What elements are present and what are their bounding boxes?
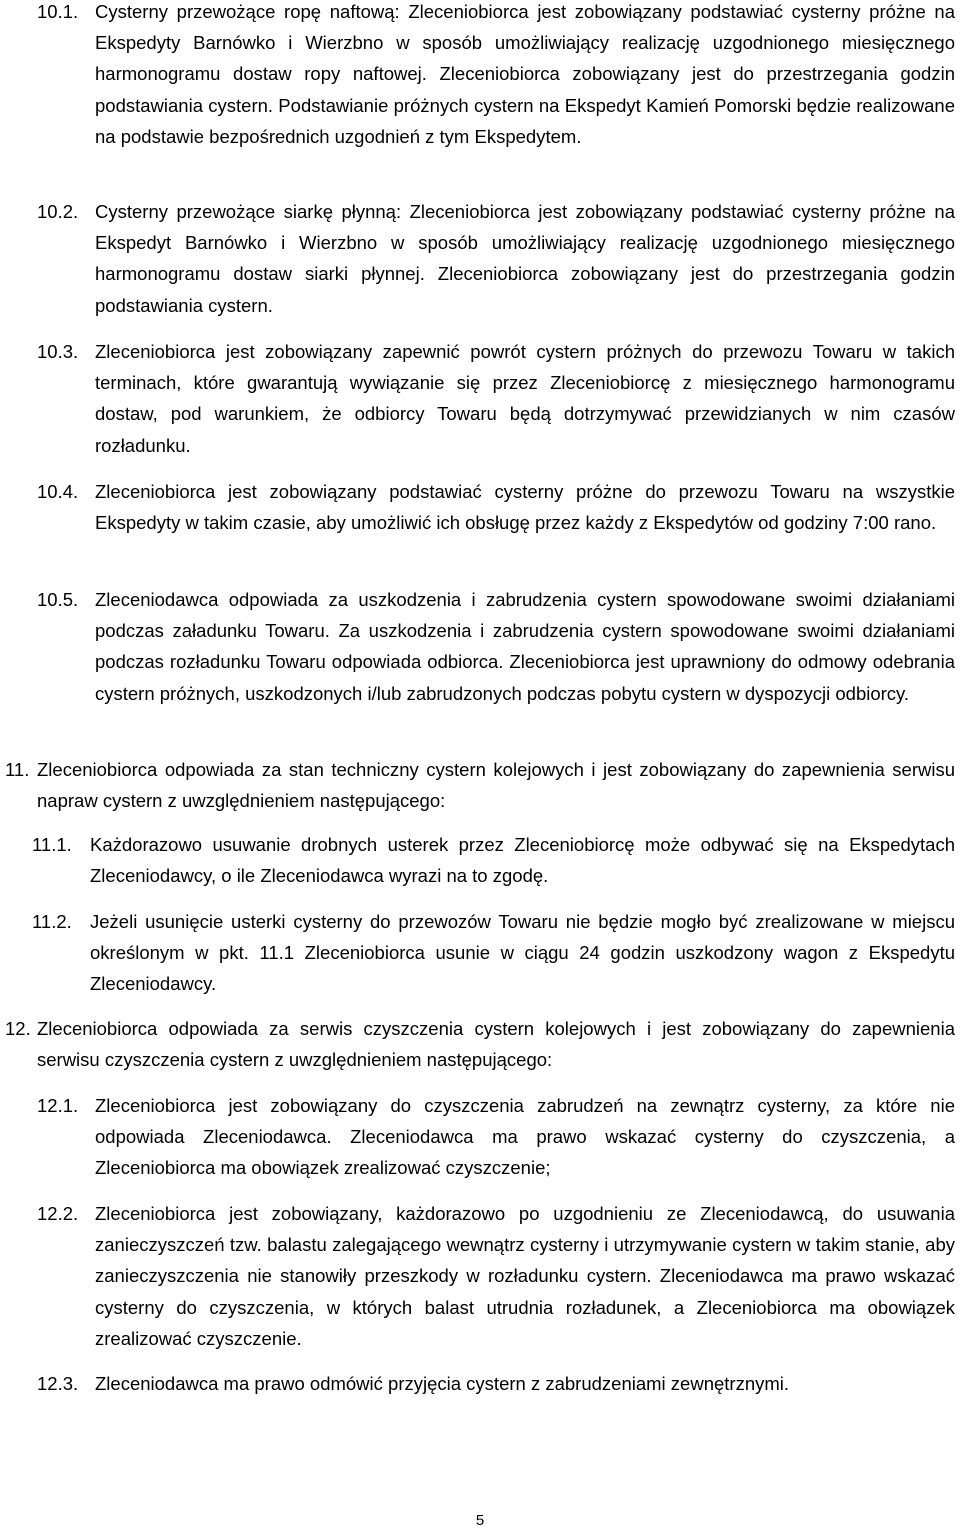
section-number: 12.1. [37, 1095, 79, 1116]
section-number: 10.3. [37, 341, 79, 362]
section-text: Cysterny przewożące ropę naftową: Zleceniobiorca jest zobowiązany podstawiać cysterny próżne na Ekspedyty Barnówko i Wierzbno w sposób umożliwiający realizację uzgodnionego miesięcznego harmonogramu dostaw ropy naftowej. Zleceniobiorca zobowiązany jest do przestrzegania godzin podstawiania cystern. Podstawianie próżnych cystern na Ekspedyt Kamień Pomorski będzie realizowane na podstawie bezpośrednich uzgodnień z tym Ekspedytem. [95, 1, 955, 147]
section-number: 10.4. [37, 481, 79, 502]
section-10-1 [37, 0, 955, 152]
section-text: Zleceniobiorca odpowiada za serwis czyszczenia cystern kolejowych i jest zobowiązany do zapewnienia serwisu czyszczenia cystern z uwzględnieniem następującego: [37, 1018, 955, 1071]
section-number: 11.2. [32, 911, 72, 932]
section-text: Zleceniodawca odpowiada za uszkodzenia i zabrudzenia cystern spowodowane swoimi działaniami podczas załadunku Towaru. Za uszkodzenia i zabrudzenia cystern spowodowane swoimi działaniami podczas rozładunku Towaru odpowiada odbiorca. Zleceniobiorca jest uprawniony do odmowy odebrania cystern próżnych, uszkodzonych i/lub zabrudzonych podczas pobytu cystern w dyspozycji odbiorcy. [95, 589, 955, 704]
section-text: Zleceniobiorca jest zobowiązany zapewnić powrót cystern próżnych do przewozu Towaru w takich terminach, które gwarantują wywiązanie się przez Zleceniobiorcę z miesięcznego harmonogramu dostaw, pod warunkiem, że odbiorcy Towaru będą dotrzymywać przewidzianych w nim czasów rozładunku. [95, 341, 955, 456]
section-number: 10.2. [37, 201, 79, 222]
section-number: 12.3. [37, 1373, 79, 1394]
section-12 [5, 1013, 955, 1075]
section-text: Zleceniodawca ma prawo odmówić przyjęcia cystern z zabrudzeniami zewnętrznymi. [95, 1373, 790, 1394]
section-12-1 [37, 1090, 955, 1184]
section-text: Cysterny przewożące siarkę płynną: Zleceniobiorca jest zobowiązany podstawiać cysterny próżne na Ekspedyt Barnówko i Wierzbno w sposób umożliwiający realizację uzgodnionego miesięcznego harmonogramu dostaw siarki płynnej. Zleceniobiorca zobowiązany jest do przestrzegania godzin podstawiania cystern. [95, 201, 955, 316]
section-number: 12. [5, 1018, 31, 1039]
section-10-2 [37, 196, 955, 321]
section-12-3 [37, 1368, 955, 1399]
section-10-3 [37, 336, 955, 461]
section-text: Zleceniobiorca jest zobowiązany podstawiać cysterny próżne do przewozu Towaru na wszystkie Ekspedyty w takim czasie, aby umożliwić ich obsługę przez każdy z Ekspedytów od godziny 7:00 rano. [95, 481, 955, 534]
section-text: Zleceniobiorca odpowiada za stan techniczny cystern kolejowych i jest zobowiązany do zapewnienia serwisu napraw cystern z uwzględnieniem następującego: [37, 759, 955, 812]
section-12-2 [37, 1198, 955, 1354]
page-number: 5 [475, 1512, 485, 1529]
section-10-5 [37, 584, 955, 709]
section-11-2 [32, 906, 955, 1000]
section-number: 11.1. [32, 834, 72, 855]
section-number: 12.2. [37, 1203, 79, 1224]
section-number: 11. [5, 759, 30, 780]
section-text: Każdorazowo usuwanie drobnych usterek przez Zleceniobiorcę może odbywać się na Ekspedytach Zleceniodawcy, o ile Zleceniodawca wyrazi na to zgodę. [90, 834, 955, 887]
section-10-4 [37, 476, 955, 538]
section-text: Zleceniobiorca jest zobowiązany do czyszczenia zabrudzeń na zewnątrz cysterny, za które nie odpowiada Zleceniodawca. Zleceniodawca ma prawo wskazać cysterny do czyszczenia, a Zleceniobiorca ma obowiązek zrealizować czyszczenie; [95, 1095, 955, 1179]
section-number: 10.5. [37, 589, 79, 610]
section-text: Jeżeli usunięcie usterki cysterny do przewozów Towaru nie będzie mogło być zrealizowane w miejscu określonym w pkt. 11.1 Zleceniobiorca usunie w ciągu 24 godzin uszkodzony wagon z Ekspedytu Zleceniodawcy. [90, 911, 955, 995]
section-11 [5, 754, 955, 816]
section-11-1 [32, 829, 955, 891]
section-text: Zleceniobiorca jest zobowiązany, każdorazowo po uzgodnieniu ze Zleceniodawcą, do usuwania zanieczyszczeń tzw. balastu zalegającego wewnątrz cysterny i utrzymywanie cystern w takim stanie, aby zanieczyszczenia nie stanowiły przeszkody w rozładunku cystern. Zleceniodawca ma prawo wskazać cysterny do czyszczenia, w których balast utrudnia rozładunek, a Zleceniobiorca ma obowiązek zrealizować czyszczenie. [95, 1203, 955, 1349]
section-number: 10.1. [37, 1, 79, 22]
